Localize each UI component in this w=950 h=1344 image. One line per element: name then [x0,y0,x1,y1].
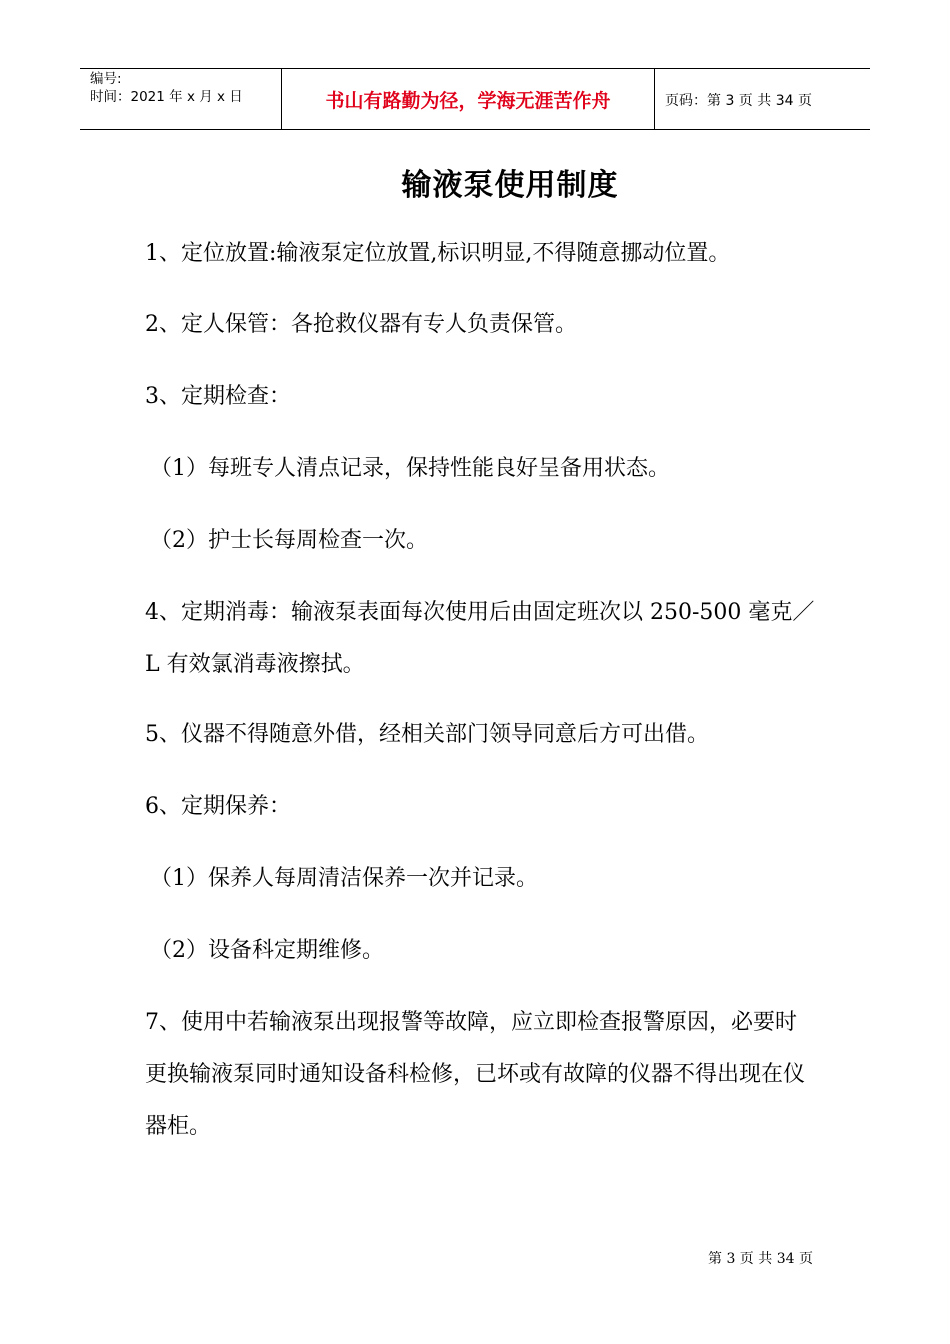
header-motto-cell [282,69,655,129]
paragraph-4: 4、定期消毒：输液泵表面每次使用后由固定班次以 250-500 毫克／L 有效氯消毒液擦拭。 [145,600,815,677]
header-motto: 书山有路勤为径，学海无涯苦作舟 [325,90,611,112]
paragraph-7: 7、使用中若输液泵出现报警等故障，应立即检查报警原因，必要时更换输液泵同时通知设备科检修，已坏或有故障的仪器不得出现在仪器柜。 [145,1010,806,1139]
paragraph-2: 2、定人保管：各抢救仪器有专人负责保管。 [145,312,577,337]
paragraph-1: 1、定位放置:输液泵定位放置,标识明显,不得随意挪动位置。 [145,241,731,266]
paragraph-6-item-2: （2）设备科定期维修。 [150,938,384,963]
header-page-cell [655,69,870,129]
document-title: 输液泵使用制度 [401,168,619,203]
paragraph-3-item-1: （1）每班专人清点记录，保持性能良好呈备用状态。 [150,456,670,481]
page-header [80,68,870,130]
document-date: 时间：2021 年 x 月 x 日 [90,89,243,105]
document-number-label: 编号: [90,71,122,87]
paragraph-5: 5、仪器不得随意外借，经相关部门领导同意后方可出借。 [145,722,709,747]
paragraph-6: 6、定期保养： [145,794,291,819]
header-page-info: 页码：第 3 页 共 34 页 [665,93,812,109]
page-footer: 第 3 页 共 34 页 [708,1251,813,1267]
header-meta-cell [80,69,282,129]
paragraph-3: 3、定期检查： [145,384,291,409]
paragraph-6-item-1: （1）保养人每周清洁保养一次并记录。 [150,866,538,891]
paragraph-3-item-2: （2）护士长每周检查一次。 [150,528,428,553]
